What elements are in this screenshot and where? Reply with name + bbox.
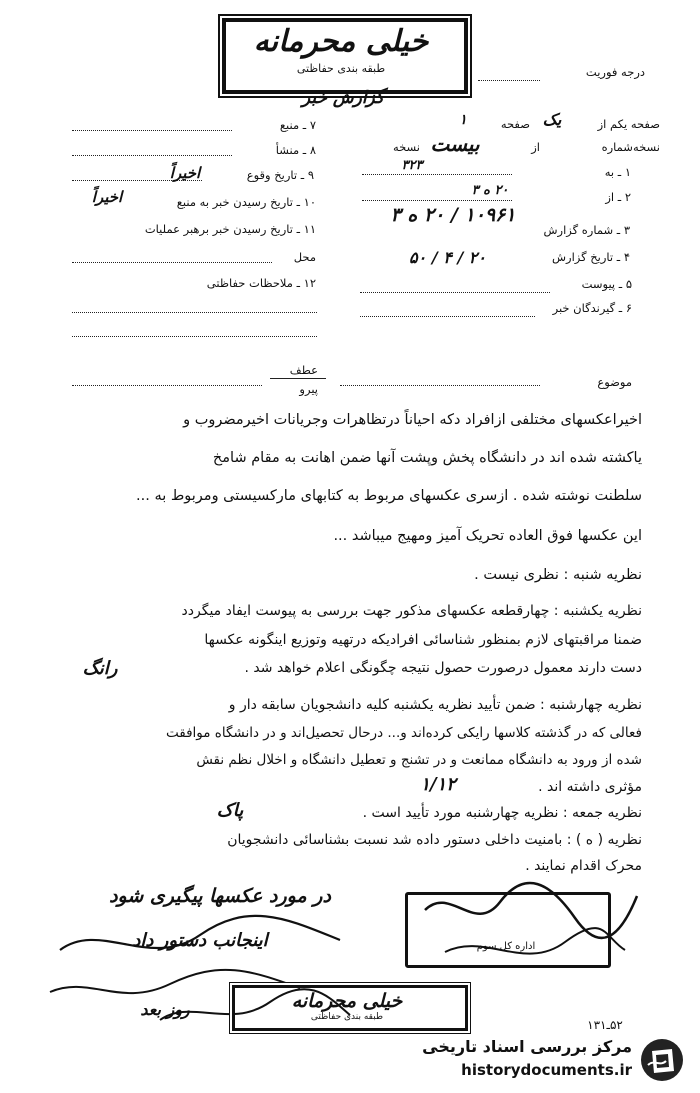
footer-url: historydocuments.ir	[461, 1061, 632, 1079]
opinion-friday: نظریه جمعه : نظریه چهارشنبه مورد تأیید است .	[362, 805, 642, 821]
handwritten-note-line-3: روز بعد	[140, 1000, 190, 1019]
dots-place	[72, 262, 272, 263]
page-code: ۵۲ـ۱۳۱	[587, 1018, 623, 1032]
dots-f8	[72, 155, 232, 156]
body-line-3: سلطنت نوشته شده . ازسری عکسهای مربوط به کتابهای مارکسیستی ومربوط به ...	[136, 488, 642, 504]
opinion-sunday-2: ضمنا مراقبتهای لازم بمنظور شناسائی افرادیکه درتهیه وتوزیع اینگونه عکسها	[204, 632, 642, 648]
receipt-stamp-text: اداره کل سوم	[476, 941, 536, 952]
field-report-number-value: ۱۰۹۶۱ / ۲۰ ه ۳	[390, 204, 516, 226]
subject-label: موضوع	[597, 375, 632, 389]
opinion-h-2: محرک اقدام نمایند .	[525, 858, 642, 874]
reference-label: عطف	[289, 363, 318, 377]
field-report-number-label: ۳ ـ شماره گزارش	[543, 223, 630, 237]
copy-value: بیست	[430, 132, 480, 156]
bottom-classification-text: خیلی محرمانه	[291, 990, 403, 1012]
margin-annotation-2: ۱/۱۲	[420, 774, 456, 795]
field-report-date-value: ۵۰ / ۴ / ۲۰	[409, 248, 486, 267]
dots-f6	[360, 316, 535, 317]
bottom-classification-stamp	[232, 985, 468, 1031]
field-from-value: ۲۰ ه ۳	[471, 183, 509, 198]
dots-subject-left	[72, 385, 262, 386]
urgency-dots	[478, 80, 540, 81]
footer-watermark	[400, 1035, 690, 1087]
field-from-label: ۲ ـ از	[605, 190, 631, 204]
opinion-wednesday-2: فعالی که در گذشته کلاسها رایکی کرده‌اند و... درحال تحصیل‌اند و در دانشگاه موافقت	[166, 725, 642, 741]
opinion-sunday-1: نظریه یکشنبه : چهارقطعه عکسهای مذکور جهت بررسی به پیوست ایفاد میگردد	[181, 603, 642, 619]
opinion-wednesday-3: شده از ورود به دانشگاه ممانعت و در تشنج و تعطیل دانشگاه و اخلال نظم نقش	[196, 752, 642, 768]
top-classification-stamp	[222, 18, 468, 94]
dots-f1	[362, 174, 512, 175]
opinion-h-1: نظریه ( ه ) : بامنیت داخلی دستور داده شد نسبت بشناسائی دانشجویان	[227, 832, 642, 848]
field-received-source-value: اخیراً	[91, 188, 123, 206]
follow-label: پیرو	[299, 382, 318, 396]
report-title: گزارش خبر	[301, 88, 385, 108]
field-to-value: ۳۲۳	[401, 158, 423, 173]
dots-f2	[362, 200, 512, 201]
margin-annotation-3: پاک	[216, 800, 244, 821]
field-report-date-label: ۴ ـ تاریخ گزارش	[551, 250, 630, 264]
body-line-2: یاکشته شده اند در دانشگاه پخش وپشت آنها ضمن اهانت به مقام شامخ	[212, 450, 642, 466]
field-attachment-label: ۵ ـ پیوست	[581, 277, 632, 291]
page-value: یک	[542, 110, 562, 129]
handwritten-note-line-2: اینجانب دستور داد	[132, 930, 268, 951]
field-occurrence-label: ۹ ـ تاریخ وقوع	[246, 168, 314, 182]
top-classification-text: خیلی محرمانه	[253, 24, 429, 59]
page-label: صفحه یکم از	[597, 117, 660, 131]
footer-logo-icon	[638, 1037, 686, 1083]
body-line-1: اخیراعکسهای مختلفی ازافراد دکه احیاناً درتظاهرات وجریانات اخیرمضروب و	[183, 412, 642, 428]
body-line-4: این عکسها فوق العاده تحریک آمیز ومهیج میباشد ...	[333, 528, 642, 544]
dots-f5	[360, 292, 550, 293]
handwritten-note-line-1: در مورد عکسها پیگیری شود	[109, 885, 331, 907]
field-occurrence-value: اخیراً	[169, 164, 201, 182]
urgency-label: درجه فوریت	[585, 65, 645, 79]
field-recipients-label: ۶ ـ گیرندگان خبر	[552, 301, 632, 315]
dots-f7	[72, 130, 232, 131]
page-count: ۱	[459, 112, 467, 128]
opinion-saturday: نظریه شنبه : نظری نیست .	[474, 567, 642, 583]
footer-brand-name: مرکز بررسی اسناد تاریخی	[422, 1037, 632, 1056]
dots-notes-2	[72, 336, 317, 337]
field-security-notes-label: ۱۲ ـ ملاحظات حفاظتی	[206, 276, 316, 290]
margin-annotation-1: رانگ	[82, 658, 118, 679]
field-received-source-label: ۱۰ ـ تاریخ رسیدن خبر به منبع	[176, 195, 316, 209]
dots-notes-1	[72, 312, 317, 313]
field-received-leader-label: ۱۱ ـ تاریخ رسیدن خبر برهبر عملیات	[144, 222, 316, 236]
page-word: صفحه	[500, 117, 530, 131]
copy-from: از	[531, 140, 540, 154]
opinion-wednesday-1: نظریه چهارشنبه : ضمن تأیید نظریه یکشنبه کلیه دانشجویان سابقه دار و	[228, 697, 642, 713]
reference-rule	[270, 378, 326, 379]
field-to-label: ۱ ـ به	[604, 165, 631, 179]
top-office-text: طبقه بندی حفاظتی	[296, 62, 386, 75]
bottom-office-text: طبقه بندی حفاظتی	[310, 1012, 384, 1022]
opinion-sunday-3: دست دارند معمول درصورت حصول نتیجه چگونگی اعلام خواهد شد .	[244, 660, 642, 676]
field-place-label: محل	[293, 250, 316, 264]
dots-subject-right	[340, 385, 540, 386]
copy-label: نسخه‌شماره	[601, 140, 660, 154]
copy-word: نسخه	[392, 140, 420, 154]
signature-mark	[405, 880, 645, 980]
field-origin-label: ۸ ـ منشأ	[275, 143, 316, 157]
field-source-label: ۷ ـ منبع	[279, 118, 316, 132]
opinion-wednesday-4: مؤثری داشته اند .	[538, 779, 642, 795]
